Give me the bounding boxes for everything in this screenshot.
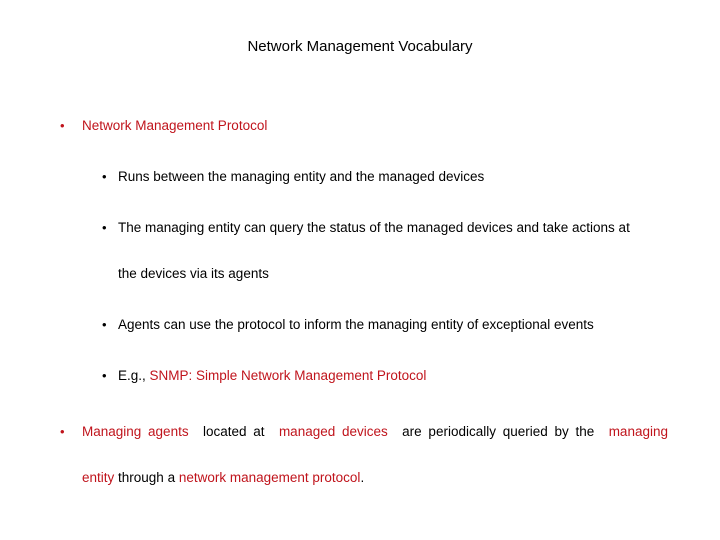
text-segment: Managing agents: [82, 424, 189, 439]
bullet-icon: •: [102, 169, 107, 184]
sub-bullet-text-continued: the devices via its agents: [118, 266, 269, 281]
text-segment: network management protocol: [178, 470, 361, 485]
text-segment: through a: [114, 470, 179, 485]
sub-bullet-text: The managing entity can query the status of the managed devices and take actions at: [118, 220, 630, 235]
text-segment: managed devices: [278, 424, 388, 439]
sub-bullet-text: Runs between the managing entity and the managed devices: [118, 169, 485, 184]
bullet-icon: •: [102, 368, 107, 383]
slide-title: Network Management Vocabulary: [247, 38, 473, 55]
text-segment: are periodically queried by the: [395, 424, 602, 439]
bullet-network-management-protocol: Network Management Protocol: [82, 118, 268, 133]
bullet-icon: •: [60, 118, 65, 133]
text-segment: entity: [82, 470, 115, 485]
bullet-managing-agents-line2: [82, 470, 364, 486]
bullet-icon: •: [60, 424, 65, 439]
text-segment: .: [360, 470, 365, 485]
sub-bullet-snmp: [118, 368, 426, 384]
bullet-managing-agents-line1: [82, 424, 668, 440]
text-segment: managing: [608, 424, 668, 439]
bullet-icon: •: [102, 317, 107, 332]
bullet-icon: •: [102, 220, 107, 235]
text-segment: located at: [196, 424, 272, 439]
sub-bullet-text: Agents can use the protocol to inform the managing entity of exceptional events: [118, 317, 594, 332]
eg-prefix: E.g.,: [118, 368, 150, 383]
snmp-highlight: SNMP: Simple Network Management Protocol: [149, 368, 427, 383]
